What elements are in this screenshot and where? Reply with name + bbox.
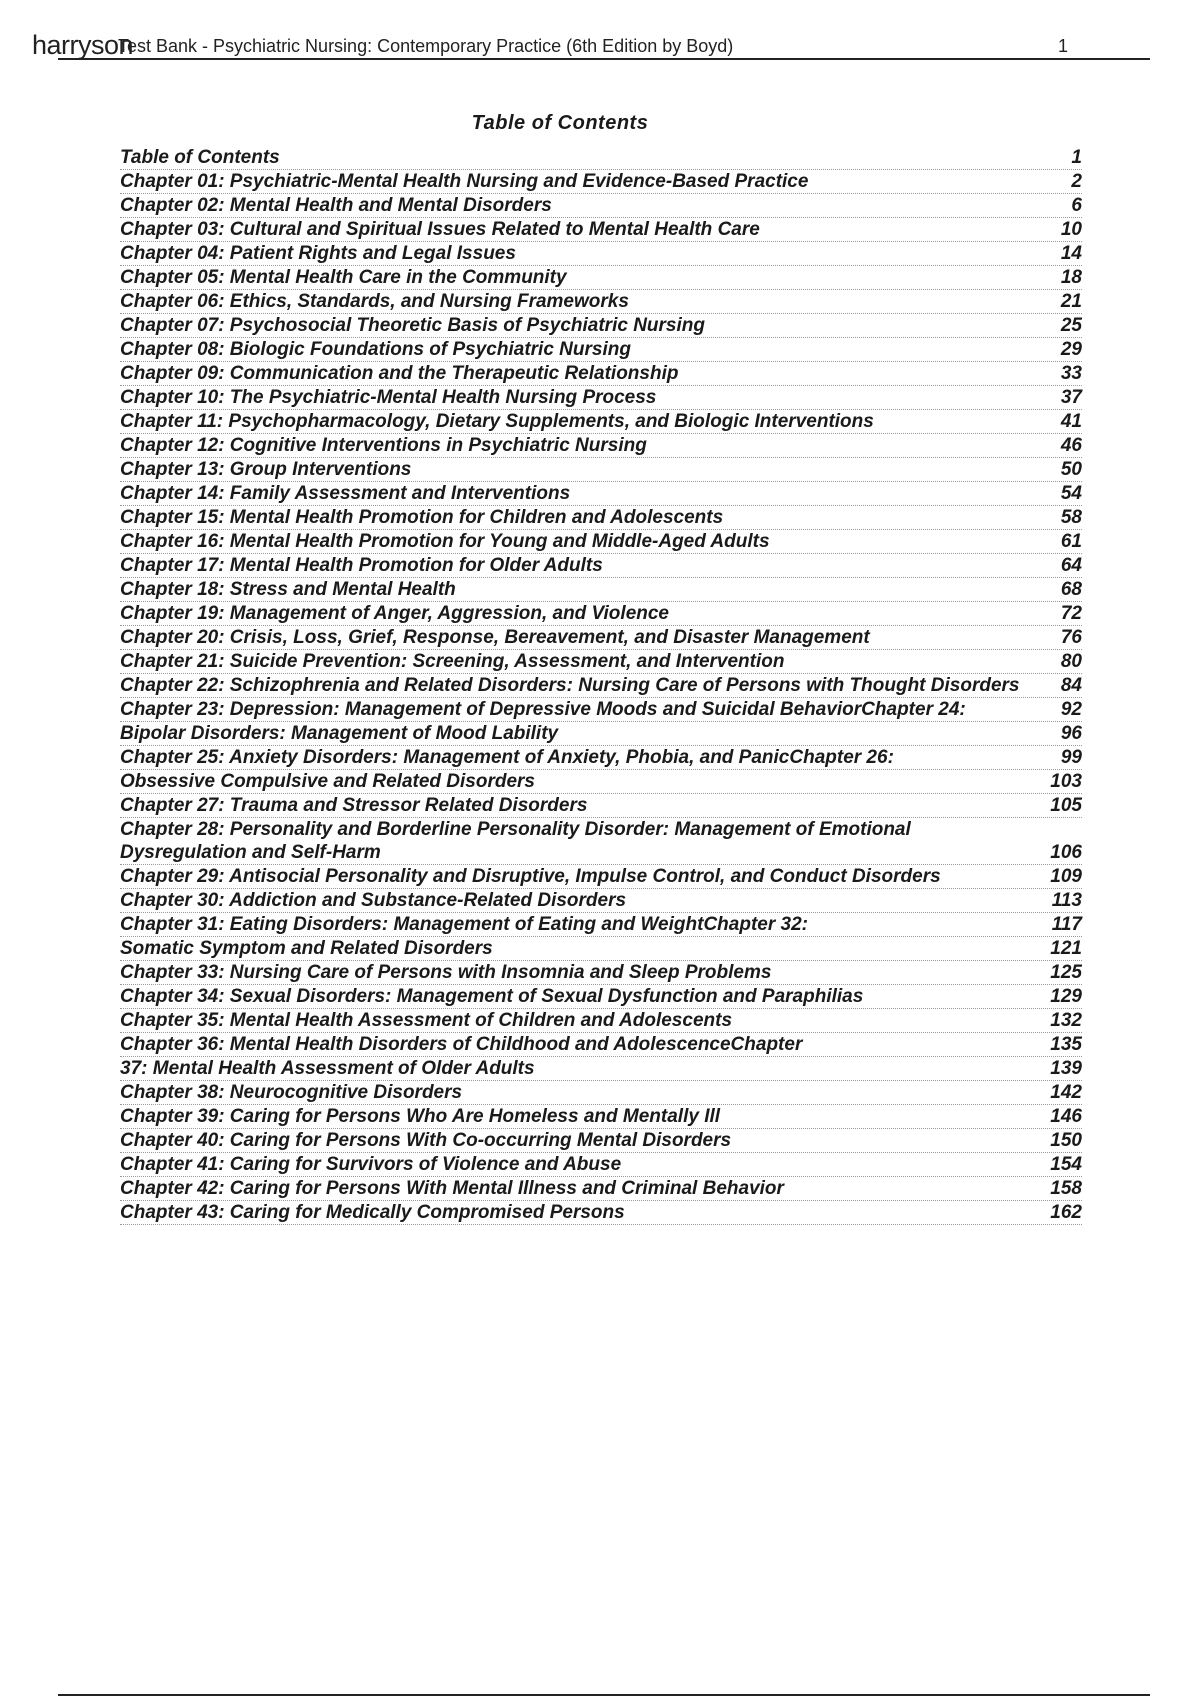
toc-entry-page: 41 <box>1060 411 1082 432</box>
toc-entry[interactable] <box>120 961 1082 985</box>
toc-entry[interactable] <box>120 1081 1082 1105</box>
toc-entry-label: Chapter 33: Nursing Care of Persons with Insomnia and Sleep Problems <box>120 962 772 983</box>
toc-entry-page: 139 <box>1050 1058 1082 1079</box>
toc-entry-label: Chapter 43: Caring for Medically Compromised Persons <box>120 1202 625 1223</box>
toc-entry[interactable] <box>120 1105 1082 1129</box>
toc-entry-page: 132 <box>1050 1010 1082 1031</box>
toc-entry-label: Chapter 19: Management of Anger, Aggression, and Violence <box>120 603 669 624</box>
toc-entry[interactable] <box>120 338 1082 362</box>
toc-entry[interactable] <box>120 794 1082 818</box>
toc-entry-label: Chapter 02: Mental Health and Mental Disorders <box>120 195 552 216</box>
toc-entry-label: Chapter 13: Group Interventions <box>120 459 412 480</box>
toc-entry[interactable] <box>120 266 1082 290</box>
toc-entry-page: 46 <box>1060 435 1082 456</box>
toc-entry-page: 37 <box>1060 387 1082 408</box>
toc-entry-page: 105 <box>1050 795 1082 816</box>
toc-entry-page: 135 <box>1050 1034 1082 1055</box>
toc-entry-label: Obsessive Compulsive and Related Disorders <box>120 771 535 792</box>
toc-entry-page: 117 <box>1051 914 1082 935</box>
toc-entry-label: Chapter 36: Mental Health Disorders of Childhood and AdolescenceChapter <box>120 1034 803 1055</box>
toc-entry[interactable] <box>120 146 1082 170</box>
toc-entry[interactable] <box>120 1033 1082 1057</box>
toc-entry-page: 154 <box>1050 1154 1082 1175</box>
toc-entry-label: Chapter 38: Neurocognitive Disorders <box>120 1082 463 1103</box>
toc-entry[interactable] <box>120 602 1082 626</box>
toc-entry-page: 61 <box>1060 531 1082 552</box>
toc-entry-label: Chapter 07: Psychosocial Theoretic Basis of Psychiatric Nursing <box>120 315 705 336</box>
toc-entry[interactable] <box>120 242 1082 266</box>
toc-entry-page: 1 <box>1071 147 1082 168</box>
toc-entry-label: Chapter 04: Patient Rights and Legal Issues <box>120 243 516 264</box>
toc-entry[interactable] <box>120 386 1082 410</box>
toc-entry-page: 103 <box>1050 771 1082 792</box>
toc-heading: Table of Contents <box>471 112 649 134</box>
toc-entry-label: Chapter 03: Cultural and Spiritual Issues Related to Mental Health Care <box>120 219 760 240</box>
toc-entry-label: Chapter 34: Sexual Disorders: Management of Sexual Dysfunction and Paraphilias <box>120 986 864 1007</box>
toc-entry[interactable] <box>120 722 1082 746</box>
toc-entry-label: Chapter 05: Mental Health Care in the Community <box>120 267 567 288</box>
toc-entry-page: 129 <box>1050 986 1082 1007</box>
toc-entry[interactable] <box>120 1153 1082 1177</box>
toc-entry-page: 84 <box>1060 675 1082 696</box>
toc-entry[interactable] <box>120 865 1082 889</box>
toc-entry-label: Chapter 06: Ethics, Standards, and Nursing Frameworks <box>120 291 629 312</box>
toc-entry[interactable] <box>120 1129 1082 1153</box>
toc-entry-label: Chapter 15: Mental Health Promotion for Children and Adolescents <box>120 507 724 528</box>
document-title: Test Bank - Psychiatric Nursing: Contemporary Practice (6th Edition by Boyd) <box>118 36 734 56</box>
toc-entry[interactable] <box>120 746 1082 770</box>
toc-entry[interactable] <box>120 650 1082 674</box>
toc-entry[interactable] <box>120 674 1082 698</box>
toc-entry[interactable] <box>120 458 1082 482</box>
toc-entry-page: 68 <box>1060 579 1082 600</box>
page-number: 1 <box>1058 36 1069 56</box>
toc-entry-page: 96 <box>1060 723 1082 744</box>
toc-entry[interactable] <box>120 626 1082 650</box>
toc-entry-page: 2 <box>1071 171 1082 192</box>
toc-entry-page: 18 <box>1060 267 1082 288</box>
toc-entry-label: Chapter 20: Crisis, Loss, Grief, Response, Bereavement, and Disaster Management <box>120 627 870 648</box>
toc-entry-page: 150 <box>1050 1130 1082 1151</box>
toc-entry-label: Chapter 40: Caring for Persons With Co-occurring Mental Disorders <box>120 1130 732 1151</box>
toc-entry-page: 76 <box>1060 627 1082 648</box>
toc-entry-label: Somatic Symptom and Related Disorders <box>120 938 493 959</box>
toc-entry[interactable] <box>120 1057 1082 1081</box>
toc-entry-label: Chapter 09: Communication and the Therapeutic Relationship <box>120 363 679 384</box>
toc-entry-page: 21 <box>1060 291 1082 312</box>
toc-entry-page: 113 <box>1051 890 1082 911</box>
toc-entry[interactable] <box>120 578 1082 602</box>
toc-entry[interactable] <box>120 1009 1082 1033</box>
toc-entry-page: 58 <box>1060 507 1082 528</box>
toc-entry-page: 33 <box>1060 363 1082 384</box>
toc-entry-label: Chapter 27: Trauma and Stressor Related Disorders <box>120 795 588 816</box>
toc-entry-label: Chapter 18: Stress and Mental Health <box>120 579 456 600</box>
footer-rule <box>58 1694 1150 1696</box>
toc-entry-label: Chapter 28: Personality and Borderline Personality Disorder: Management of Emotional Dysregulation and Self-Harm <box>120 819 911 863</box>
page-header <box>58 36 1150 60</box>
toc-entry[interactable] <box>120 818 1082 865</box>
toc-entry-label: Chapter 41: Caring for Survivors of Violence and Abuse <box>120 1154 622 1175</box>
toc-entry-page: 10 <box>1060 219 1082 240</box>
toc-entry[interactable] <box>120 913 1082 937</box>
toc-entry[interactable] <box>120 770 1082 794</box>
toc-entry-label: Chapter 42: Caring for Persons With Mental Illness and Criminal Behavior <box>120 1178 784 1199</box>
toc-entry-page: 109 <box>1050 866 1082 887</box>
toc-entry-label: Table of Contents <box>120 147 280 168</box>
toc-entry-label: Chapter 10: The Psychiatric-Mental Health Nursing Process <box>120 387 657 408</box>
toc-entry-page: 50 <box>1060 459 1082 480</box>
toc-entry-label: Chapter 23: Depression: Management of Depressive Moods and Suicidal BehaviorChapter 24: <box>120 699 966 720</box>
toc-entry-label: Chapter 16: Mental Health Promotion for Young and Middle-Aged Adults <box>120 531 770 552</box>
toc-entry[interactable] <box>120 698 1082 722</box>
toc-entry-label: Chapter 08: Biologic Foundations of Psychiatric Nursing <box>120 339 631 360</box>
toc-entry[interactable] <box>120 218 1082 242</box>
toc-entry-page: 6 <box>1071 195 1082 216</box>
toc-entry[interactable] <box>120 985 1082 1009</box>
toc-entry[interactable] <box>120 314 1082 338</box>
toc-entry-page: 92 <box>1060 699 1082 720</box>
toc-entry-label: 37: Mental Health Assessment of Older Adults <box>120 1058 535 1079</box>
toc-entry-page: 125 <box>1050 962 1082 983</box>
toc-entry[interactable] <box>120 889 1082 913</box>
toc-entry[interactable] <box>120 482 1082 506</box>
toc-entry-page: 158 <box>1050 1178 1082 1199</box>
toc-entry-label: Chapter 17: Mental Health Promotion for Older Adults <box>120 555 603 576</box>
toc-entry[interactable] <box>120 530 1082 554</box>
toc-entry-page: 146 <box>1050 1106 1082 1127</box>
toc-entry-page: 142 <box>1050 1082 1082 1103</box>
toc-entry-page: 64 <box>1060 555 1082 576</box>
toc-entry[interactable] <box>120 554 1082 578</box>
toc-entry-label: Chapter 01: Psychiatric-Mental Health Nursing and Evidence-Based Practice <box>120 171 809 192</box>
watermark: harryson <box>32 30 134 60</box>
toc-entry-page: 106 <box>1050 842 1082 863</box>
toc-entry-page: 29 <box>1060 339 1082 360</box>
toc-entry-label: Chapter 12: Cognitive Interventions in Psychiatric Nursing <box>120 435 647 456</box>
toc-entry[interactable] <box>120 1177 1082 1201</box>
toc-entry[interactable] <box>120 434 1082 458</box>
toc-entry-label: Chapter 29: Antisocial Personality and Disruptive, Impulse Control, and Conduct Disorders <box>120 866 941 887</box>
toc-entry-label: Chapter 35: Mental Health Assessment of Children and Adolescents <box>120 1010 733 1031</box>
table-of-contents <box>120 146 1082 1225</box>
toc-entry-label: Bipolar Disorders: Management of Mood Lability <box>120 723 559 744</box>
toc-entry-page: 99 <box>1060 747 1082 768</box>
toc-entry-page: 162 <box>1050 1202 1082 1223</box>
toc-entry[interactable] <box>120 170 1082 194</box>
toc-entry-page: 14 <box>1060 243 1082 264</box>
toc-entry-label: Chapter 25: Anxiety Disorders: Management of Anxiety, Phobia, and PanicChapter 26: <box>120 747 894 768</box>
toc-entry-label: Chapter 30: Addiction and Substance-Related Disorders <box>120 890 627 911</box>
toc-entry[interactable] <box>120 290 1082 314</box>
toc-entry[interactable] <box>120 362 1082 386</box>
toc-entry[interactable] <box>120 1201 1082 1225</box>
toc-entry-page: 80 <box>1060 651 1082 672</box>
toc-entry-label: Chapter 11: Psychopharmacology, Dietary Supplements, and Biologic Interventions <box>120 411 874 432</box>
toc-entry[interactable] <box>120 506 1082 530</box>
toc-entry[interactable] <box>120 194 1082 218</box>
toc-entry-label: Chapter 31: Eating Disorders: Management of Eating and WeightChapter 32: <box>120 914 808 935</box>
toc-entry-label: Chapter 14: Family Assessment and Interventions <box>120 483 571 504</box>
toc-entry[interactable] <box>120 937 1082 961</box>
toc-entry-label: Chapter 39: Caring for Persons Who Are Homeless and Mentally Ill <box>120 1106 721 1127</box>
toc-entry-page: 54 <box>1060 483 1082 504</box>
toc-entry-page: 72 <box>1060 603 1082 624</box>
toc-entry-page: 121 <box>1050 938 1082 959</box>
toc-entry[interactable] <box>120 410 1082 434</box>
toc-entry-page: 25 <box>1060 315 1082 336</box>
toc-entry-label: Chapter 22: Schizophrenia and Related Disorders: Nursing Care of Persons with Thought Disorders <box>120 675 1020 696</box>
toc-entry-label: Chapter 21: Suicide Prevention: Screening, Assessment, and Intervention <box>120 651 785 672</box>
